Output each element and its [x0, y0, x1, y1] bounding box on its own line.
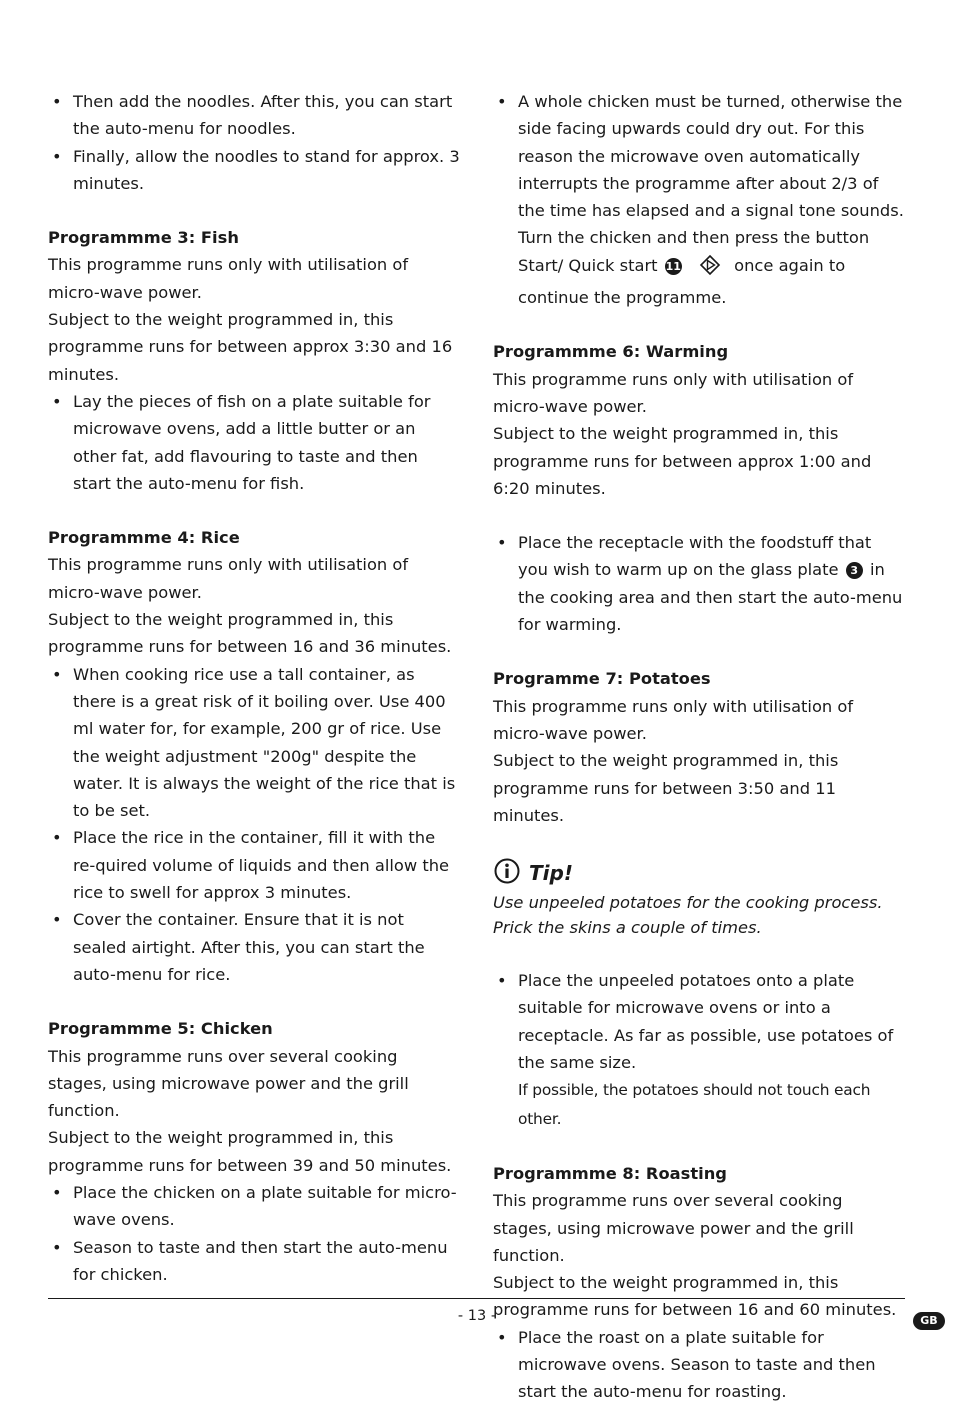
list-item	[493, 967, 906, 1133]
tip-header	[493, 856, 906, 890]
paragraph: This programme runs only with utilisation of micro-wave power.	[493, 696, 854, 743]
chicken-turn-bullet-list	[493, 88, 906, 311]
paragraph: Subject to the weight programmed in, this programme runs for between 16 and 60 minutes.	[493, 1273, 897, 1320]
list-item-text: A whole chicken must be turned, otherwise the side facing upwards could dry out. For this reason the microwave oven automatically interrupts the programme after about 2/3 of the time has elapsed and a signal tone sounds.	[518, 92, 904, 221]
paragraph: This programme runs only with utilisation of micro-wave power.	[493, 369, 854, 416]
spacer	[493, 502, 906, 529]
paragraph: This programme runs only with utilisation of micro-wave power.	[48, 255, 409, 302]
list-item	[493, 529, 906, 638]
section-heading-potatoes: Programme 7: Potatoes	[493, 669, 711, 689]
list-item-text: once again to continue the programme.	[518, 255, 846, 308]
left-column	[48, 88, 460, 1288]
spacer	[493, 940, 906, 967]
language-badge: GB	[913, 1312, 945, 1330]
tip-title: Tip!	[529, 861, 573, 886]
section-heading-chicken: Programmme 5: Chicken	[48, 1019, 273, 1039]
list-item: • Place the roast on a plate suitable for microwave ovens. Season to taste and then start the auto-menu for roasting.	[493, 1324, 906, 1406]
section-heading-rice: Programmme 4: Rice	[48, 528, 240, 548]
footer-divider	[48, 1298, 905, 1299]
list-item: • Place the rice in the container, fill it with the re-quired volume of liquids and then allow the rice to swell for approx 3 minutes.	[48, 824, 460, 906]
list-item: • Then add the noodles. After this, you can start the auto-menu for noodles.	[48, 88, 460, 143]
info-icon	[493, 857, 521, 889]
start-button-icon	[699, 254, 721, 284]
paragraph: This programme runs over several cooking stages, using microwave power and the grill function.	[48, 1046, 409, 1121]
list-item-text: in the cooking area and then start the auto-menu for warming.	[518, 560, 903, 635]
reference-number-badge: 11	[665, 259, 681, 273]
list-item-text: Place the unpeeled potatoes onto a plate suitable for microwave ovens or into a receptacle. As far as possible, use potatoes of the same size.	[518, 971, 894, 1073]
section-heading-fish: Programmme 3: Fish	[48, 228, 239, 248]
list-item-text: Turn the chicken and then press the button Start/ Quick start	[518, 228, 870, 275]
warming-bullet-list	[493, 529, 906, 638]
list-item	[493, 88, 906, 311]
list-item: • Season to taste and then start the auto-menu for chicken.	[48, 1234, 460, 1289]
potato-bullet-list	[493, 967, 906, 1133]
intro-bullet-list	[48, 88, 460, 197]
reference-number-badge: 3	[846, 562, 863, 579]
list-item: • Finally, allow the noodles to stand for approx. 3 minutes.	[48, 143, 460, 198]
rice-bullet-list	[48, 661, 460, 989]
fish-bullet-list	[48, 388, 460, 497]
paragraph: Subject to the weight programmed in, this programme runs for between 16 and 36 minutes.	[48, 610, 452, 657]
paragraph: This programme runs over several cooking stages, using microwave power and the grill function.	[493, 1191, 854, 1265]
section-heading-warming: Programmme 6: Warming	[493, 342, 729, 362]
list-item-text: Place the receptacle with the foodstuff that you wish to warm up on the glass plate	[518, 533, 872, 580]
paragraph: Subject to the weight programmed in, this programme runs for between 3:50 and 11 minutes.	[493, 751, 839, 825]
paragraph: Subject to the weight programmed in, this programme runs for between 39 and 50 minutes.	[48, 1128, 452, 1175]
list-item-text: If possible, the potatoes should not touch each other.	[518, 1081, 871, 1128]
list-item: • Cover the container. Ensure that it is not sealed airtight. After this, you can start the auto-menu for rice.	[48, 906, 460, 988]
paragraph: Subject to the weight programmed in, this programme runs for between approx 3:30 and 16 minutes.	[48, 310, 453, 384]
paragraph: This programme runs only with utilisation of micro-wave power.	[48, 555, 409, 602]
page-number: - 13 -	[457, 1308, 497, 1324]
right-column	[493, 88, 906, 1406]
chicken-bullet-list	[48, 1179, 460, 1288]
tip-text: Use unpeeled potatoes for the cooking process.	[493, 893, 883, 913]
paragraph: Subject to the weight programmed in, this programme runs for between approx 1:00 and 6:20 minutes.	[493, 424, 872, 498]
list-item: • Lay the pieces of fish on a plate suitable for microwave ovens, add a little butter or an other fat, add flavouring to taste and then start the auto-menu for fish.	[48, 388, 460, 497]
list-item: • When cooking rice use a tall container, as there is a great risk of it boiling over. Use 400 ml water for, for example, 200 gr of rice. Use the weight adjustment "200g" despite the water. It is always the weight of the rice that is to be set.	[48, 661, 460, 825]
tip-text: Prick the skins a couple of times.	[493, 918, 762, 938]
section-heading-roasting: Programmme 8: Roasting	[493, 1163, 727, 1183]
list-item: • Place the chicken on a plate suitable for micro-wave ovens.	[48, 1179, 460, 1234]
roasting-bullet-list	[493, 1324, 906, 1406]
